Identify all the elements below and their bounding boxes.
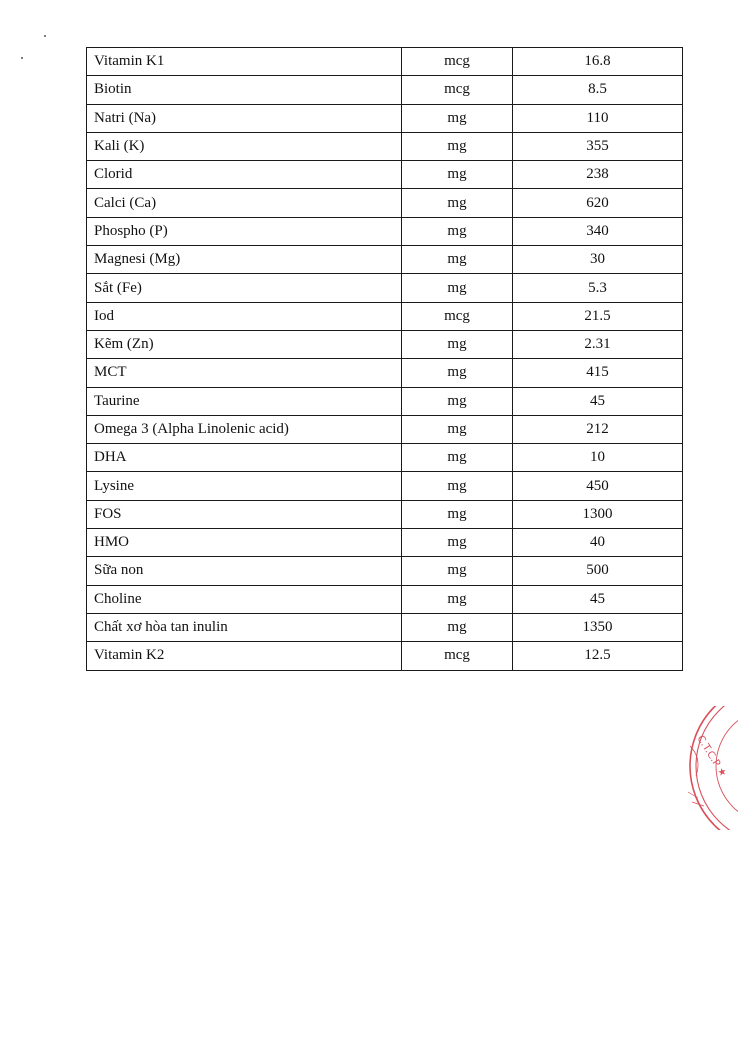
unit-cell: mg [402,330,513,358]
unit-cell: mg [402,415,513,443]
nutrient-table-body [87,48,683,671]
amount-cell: 415 [513,359,683,387]
unit-cell: mg [402,189,513,217]
nutrient-name-cell: Kẽm (Zn) [87,330,402,358]
amount-cell: 355 [513,132,683,160]
amount-cell: 500 [513,557,683,585]
amount-cell: 5.3 [513,274,683,302]
nutrient-name-cell: Phospho (P) [87,217,402,245]
nutrient-name-cell: HMO [87,529,402,557]
nutrient-name-cell: Iod [87,302,402,330]
unit-cell: mg [402,472,513,500]
unit-cell: mg [402,529,513,557]
table-row [87,613,683,641]
nutrient-name-cell: Choline [87,585,402,613]
nutrient-table [86,47,683,671]
amount-cell: 40 [513,529,683,557]
amount-cell: 45 [513,387,683,415]
nutrient-name-cell: Omega 3 (Alpha Linolenic acid) [87,415,402,443]
unit-cell: mg [402,217,513,245]
amount-cell: 16.8 [513,48,683,76]
amount-cell: 238 [513,161,683,189]
table-row [87,444,683,472]
amount-cell: 2.31 [513,330,683,358]
amount-cell: 21.5 [513,302,683,330]
unit-cell: mg [402,246,513,274]
nutrient-name-cell: Biotin [87,76,402,104]
table-row [87,415,683,443]
amount-cell: 620 [513,189,683,217]
unit-cell: mg [402,161,513,189]
table-row [87,246,683,274]
amount-cell: 1350 [513,613,683,641]
nutrient-name-cell: Chất xơ hòa tan inulin [87,613,402,641]
table-row [87,189,683,217]
unit-cell: mg [402,500,513,528]
nutrient-name-cell: Sắt (Fe) [87,274,402,302]
table-row [87,500,683,528]
company-seal [678,706,738,830]
nutrient-name-cell: Sữa non [87,557,402,585]
table-row [87,76,683,104]
table-row [87,48,683,76]
unit-cell: mg [402,132,513,160]
amount-cell: 340 [513,217,683,245]
table-row [87,132,683,160]
amount-cell: 110 [513,104,683,132]
table-row [87,472,683,500]
table-row [87,642,683,670]
nutrient-name-cell: Kali (K) [87,132,402,160]
seal-text: C.T.C.P ★ [694,733,729,780]
amount-cell: 45 [513,585,683,613]
amount-cell: 8.5 [513,76,683,104]
scan-speck [21,57,23,59]
table-row [87,104,683,132]
unit-cell: mg [402,387,513,415]
table-row [87,529,683,557]
table-row [87,387,683,415]
nutrient-name-cell: Vitamin K1 [87,48,402,76]
unit-cell: mg [402,444,513,472]
nutrient-name-cell: MCT [87,359,402,387]
amount-cell: 450 [513,472,683,500]
table-row [87,359,683,387]
nutrient-name-cell: FOS [87,500,402,528]
nutrient-name-cell: Vitamin K2 [87,642,402,670]
unit-cell: mg [402,104,513,132]
table-row [87,217,683,245]
nutrient-name-cell: Magnesi (Mg) [87,246,402,274]
nutrient-name-cell: Clorid [87,161,402,189]
scan-speck [44,35,46,37]
table-row [87,161,683,189]
nutrient-name-cell: Natri (Na) [87,104,402,132]
table-row [87,557,683,585]
unit-cell: mcg [402,302,513,330]
unit-cell: mcg [402,642,513,670]
unit-cell: mg [402,585,513,613]
table-row [87,330,683,358]
unit-cell: mg [402,557,513,585]
nutrient-name-cell: Taurine [87,387,402,415]
amount-cell: 212 [513,415,683,443]
unit-cell: mg [402,613,513,641]
nutrient-name-cell: Lysine [87,472,402,500]
unit-cell: mg [402,274,513,302]
amount-cell: 12.5 [513,642,683,670]
unit-cell: mcg [402,76,513,104]
table-row [87,302,683,330]
company-seal-graphic [678,706,738,830]
nutrient-name-cell: DHA [87,444,402,472]
nutrient-name-cell: Calci (Ca) [87,189,402,217]
unit-cell: mcg [402,48,513,76]
unit-cell: mg [402,359,513,387]
amount-cell: 30 [513,246,683,274]
amount-cell: 10 [513,444,683,472]
table-row [87,274,683,302]
amount-cell: 1300 [513,500,683,528]
table-row [87,585,683,613]
